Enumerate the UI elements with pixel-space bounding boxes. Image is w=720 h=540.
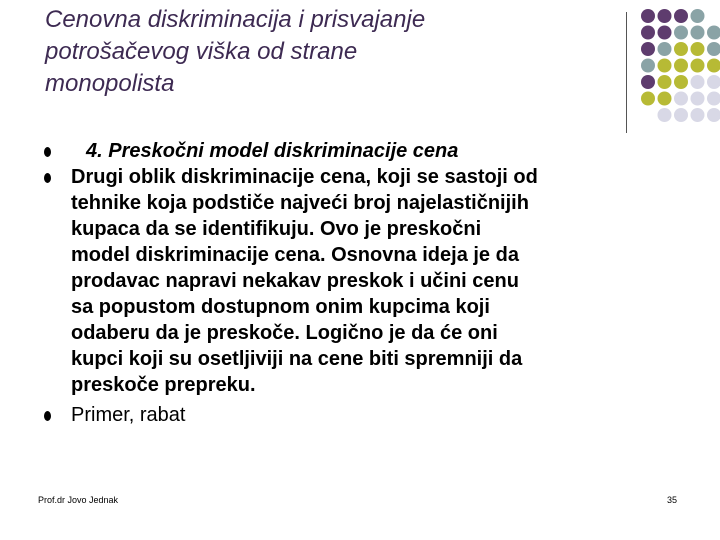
decorative-dot	[658, 9, 672, 23]
footer-author: Prof.dr Jovo Jednak	[38, 495, 119, 505]
bullet-marker	[44, 411, 51, 421]
decorative-dot	[691, 108, 705, 122]
decorative-dot	[674, 59, 688, 73]
decorative-dot	[641, 42, 655, 56]
decorative-dot	[691, 42, 705, 56]
bullet-text: 4. Preskočni model diskriminacije cena	[86, 140, 459, 162]
decorative-dot	[674, 42, 688, 56]
decorative-dot	[674, 9, 688, 23]
decorative-dot	[707, 42, 720, 56]
decorative-dot	[674, 108, 688, 122]
bullet-text-line: Drugi oblik diskriminacije cena, koji se sastoji od	[71, 166, 538, 188]
slide-title	[45, 4, 605, 100]
decorative-dot-grid	[640, 8, 720, 128]
decorative-dot	[658, 108, 672, 122]
decorative-dot	[691, 92, 705, 106]
decorative-dot	[658, 26, 672, 40]
decorative-dot	[641, 59, 655, 73]
bullet-marker	[44, 147, 51, 157]
decorative-dot	[674, 92, 688, 106]
decorative-dot	[707, 75, 720, 89]
bullet-text-line: model diskriminacije cena. Osnovna ideja je da	[71, 244, 519, 266]
decorative-dot	[674, 26, 688, 40]
bullet-text-line: prodavac napravi nekakav preskok i učini cenu	[71, 270, 519, 292]
decorative-dot	[691, 26, 705, 40]
decorative-dot	[707, 108, 720, 122]
decorative-dot	[641, 26, 655, 40]
bullet-text	[71, 164, 714, 398]
bullet-text-line: preskoče prepreku.	[71, 374, 256, 396]
divider-line	[626, 12, 627, 133]
decorative-dot	[658, 75, 672, 89]
bullet-text-line: kupaca da se identifikuju. Ovo je preskočni	[71, 218, 482, 240]
decorative-dot	[641, 9, 655, 23]
page-number: 35	[666, 495, 677, 505]
bullet-item	[44, 164, 714, 398]
decorative-dot	[674, 75, 688, 89]
decorative-dot	[658, 42, 672, 56]
title-line: potrošačevog viška od strane	[45, 38, 358, 65]
decorative-dot	[641, 75, 655, 89]
decorative-dot	[707, 26, 720, 40]
bullet-text-line: odaberu da je preskoče. Logično je da će oni	[71, 322, 498, 344]
bullet-item	[44, 138, 714, 164]
decorative-dot	[658, 92, 672, 106]
bullet-text-line: sa popustom dostupnom onim kupcima koji	[71, 296, 490, 318]
decorative-dot	[691, 75, 705, 89]
title-line: monopolista	[45, 70, 175, 97]
bullet-marker	[44, 173, 51, 183]
decorative-dot	[691, 9, 705, 23]
decorative-dot	[707, 59, 720, 73]
decorative-dot	[658, 59, 672, 73]
title-line: Cenovna diskriminacija i prisvajanje	[45, 6, 426, 33]
bullet-item	[44, 402, 714, 428]
decorative-dot	[691, 59, 705, 73]
decorative-dot	[641, 92, 655, 106]
decorative-dot	[707, 92, 720, 106]
bullet-text-line: kupci koji su osetljiviji na cene biti spremniji da	[71, 348, 523, 370]
bullet-list	[44, 138, 714, 428]
bullet-text: Primer, rabat	[71, 404, 186, 426]
bullet-text-line: tehnike koja podstiče najveći broj najelastičnijih	[71, 192, 529, 214]
